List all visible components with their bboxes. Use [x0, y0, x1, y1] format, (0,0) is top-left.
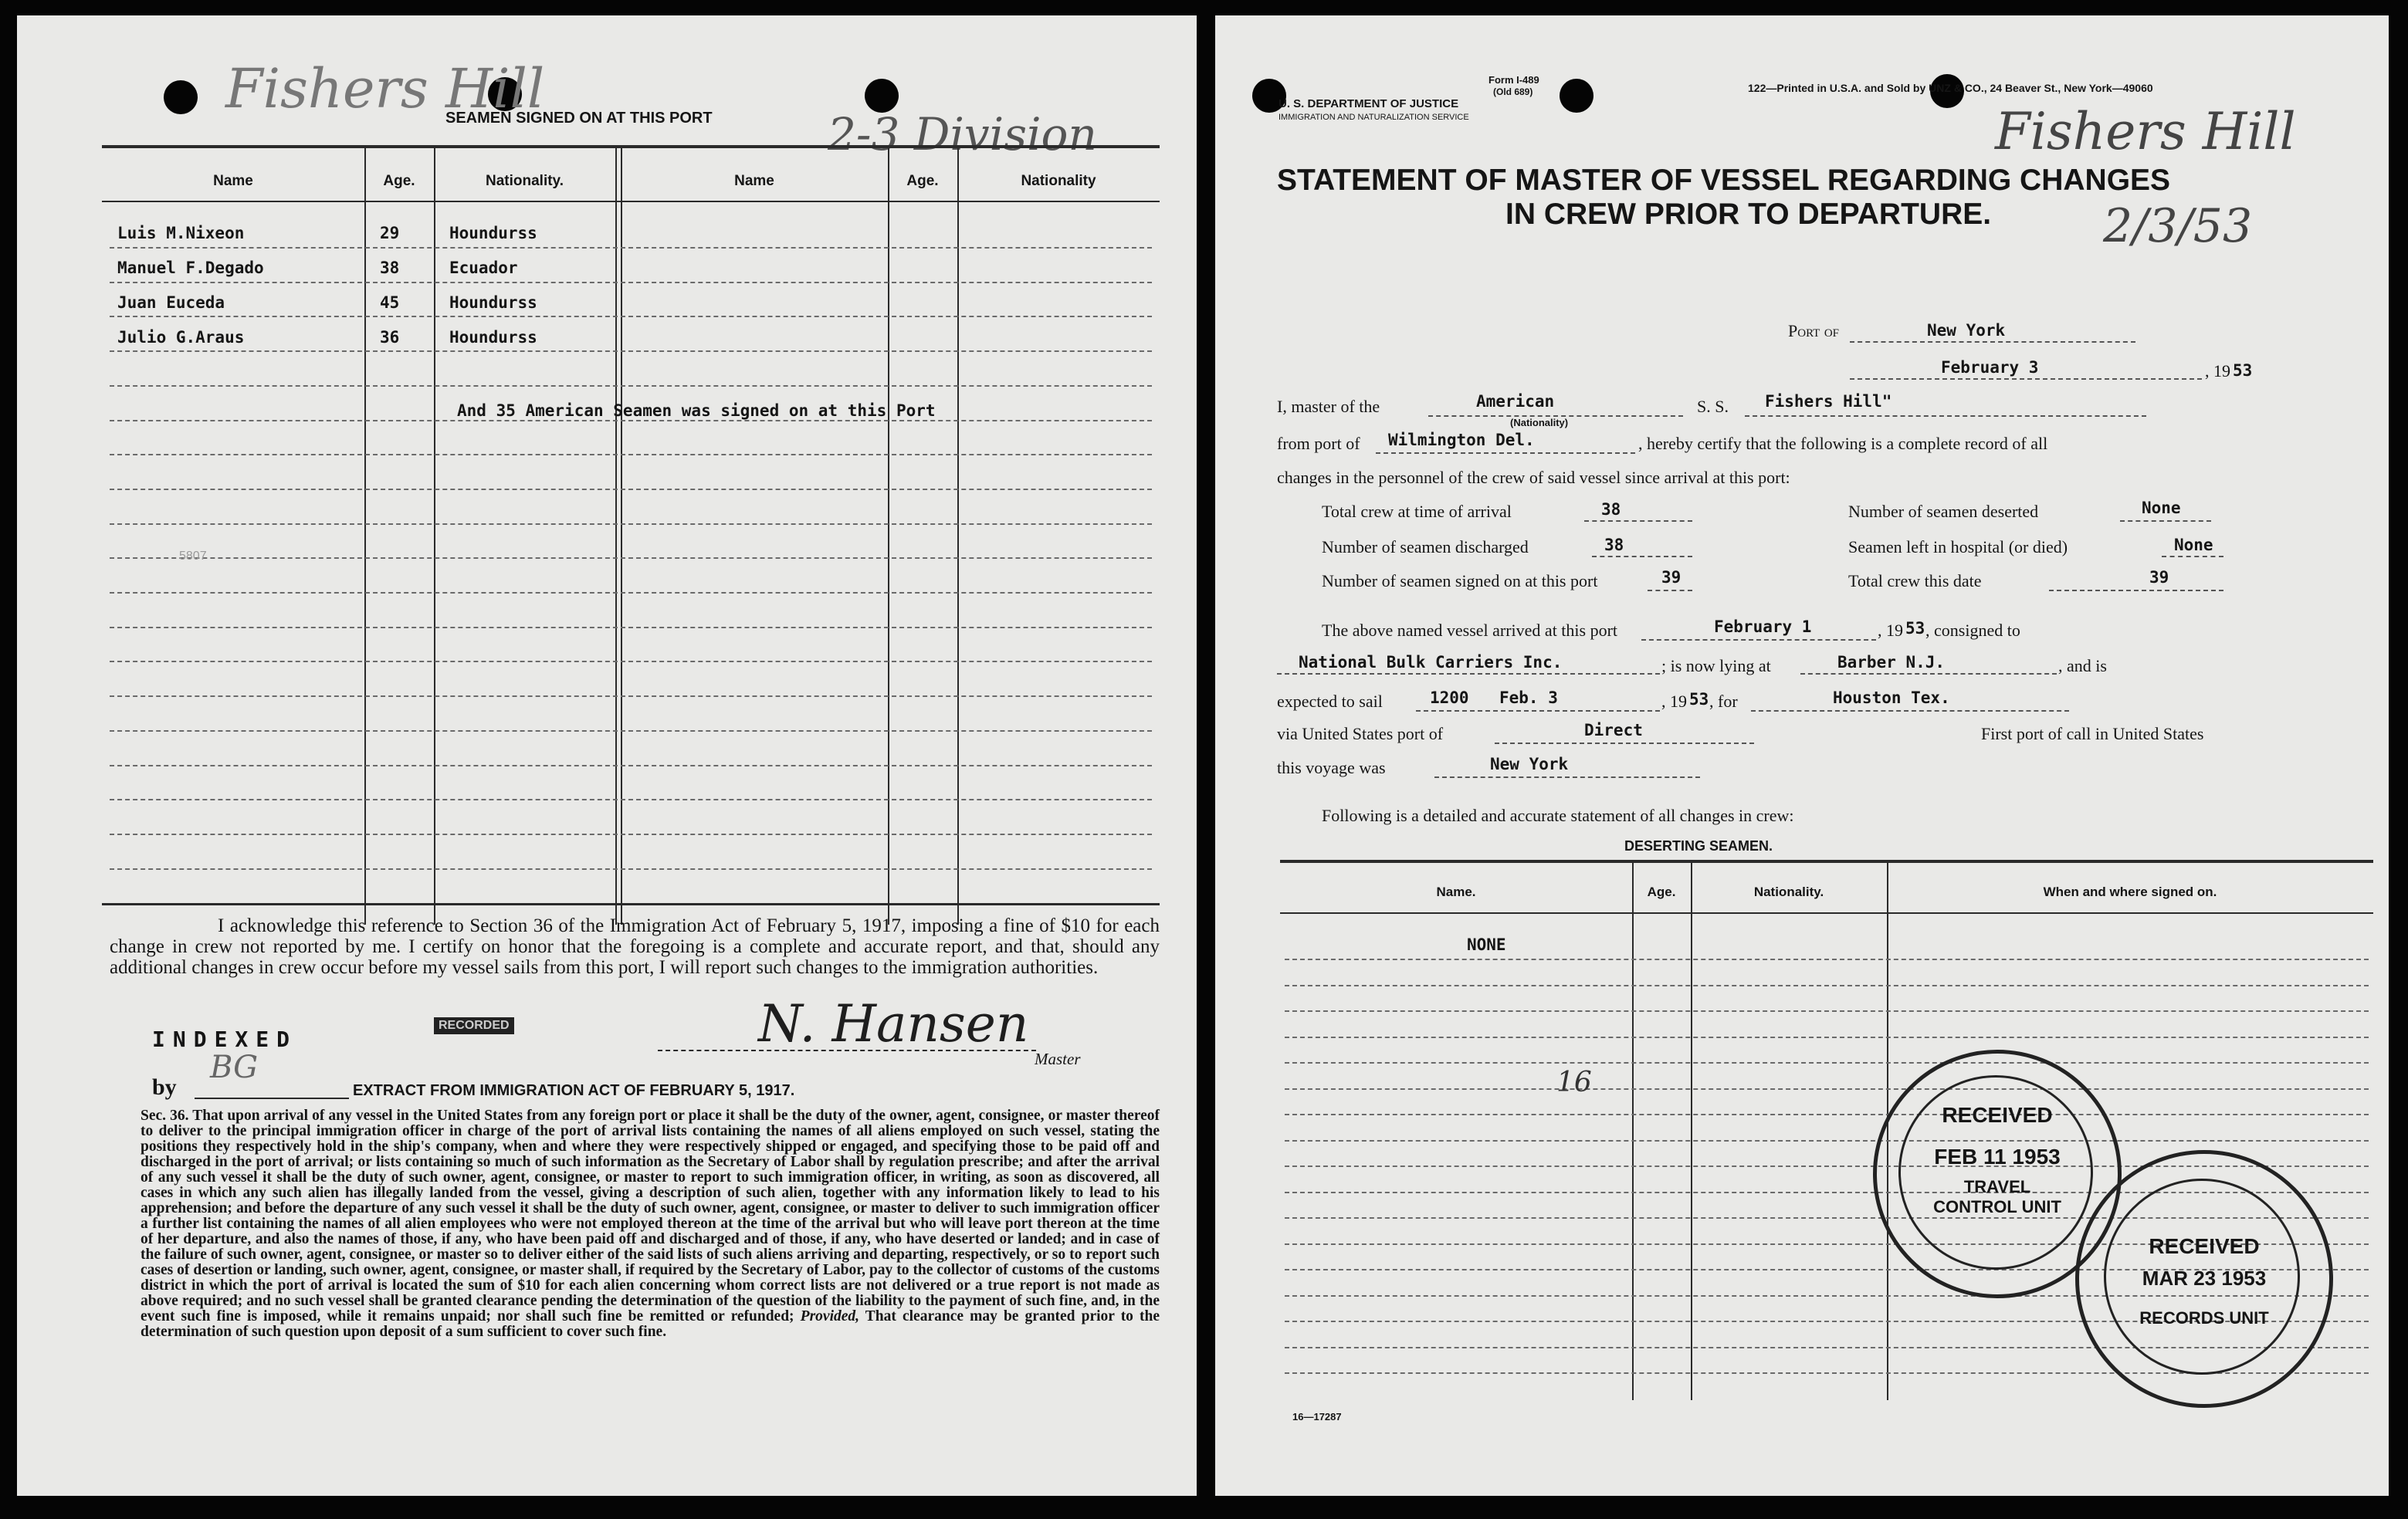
col-divider: [621, 145, 622, 925]
section-title: SEAMEN SIGNED ON AT THIS PORT: [445, 110, 713, 127]
deserted-value: None: [2142, 499, 2181, 517]
certify-text: , hereby certify that the following is a complete record of all: [1638, 434, 2048, 453]
row-rule: [110, 385, 1152, 387]
ss-label: S. S.: [1697, 397, 1729, 416]
voyage-value: New York: [1490, 755, 1569, 773]
acknowledgement-text: I acknowledge this reference to Section 36 of the Immigration Act of February 5, 1917, imposing a fine of $10 for each change in crew not reported by me. I certify on honor that the foregoing is a complete and accurate report, and that, should any additional changes in crew occur before my vessel sails from this port, I will report such changes to the immigration authorities.: [110, 915, 1160, 978]
by-initials: BG: [210, 1050, 259, 1085]
nationality-value: American: [1476, 392, 1555, 411]
crew-nationality-2: Ecuador: [449, 259, 518, 277]
desert-table-top: [1280, 860, 2373, 863]
col-divider: [434, 145, 435, 925]
lying-line: [1800, 673, 2057, 675]
row-rule: [110, 282, 1152, 283]
recorded-stamp: RECORDED: [434, 1017, 514, 1034]
year-prefix: , 19: [2205, 361, 2230, 381]
statement-title-line1: STATEMENT OF MASTER OF VESSEL REGARDING CHANGES: [1277, 164, 2171, 197]
desert-header-age: Age.: [1647, 885, 1676, 899]
crew-age-2: 38: [380, 259, 400, 277]
voyage-line: [1434, 776, 1700, 778]
port-of-value: New York: [1927, 321, 2006, 340]
arrived-line: [1641, 639, 1876, 641]
arrived-value: February 1: [1714, 617, 1812, 636]
handwritten-date: 2/3/53: [2103, 199, 2253, 253]
crew-name-2: Manuel F.Degado: [117, 259, 264, 277]
punch-hole: [1560, 79, 1593, 113]
row-rule: [1285, 1088, 2369, 1090]
deserted-label: Number of seamen deserted: [1848, 502, 2039, 521]
section-36-label: Sec. 36.: [141, 1108, 189, 1124]
received-stamp-records: [2075, 1150, 2333, 1408]
deserting-title: DESERTING SEAMEN.: [1624, 838, 1773, 854]
header-nationality: Nationality.: [486, 173, 564, 189]
header-age: Age.: [383, 173, 415, 189]
handwritten-ship-name: Fishers Hill: [1995, 102, 2296, 161]
indexed-stamp: INDEXED: [152, 1027, 298, 1052]
section-36-text: Sec. 36. That upon arrival of any vessel in the United States from any foreign port or place it shall be the duty of the owner, agent, consignee, or master thereof to deliver to the principal immigration officer in charge of the port of arrival lists containing the names of all aliens employed on such vessel, stating the positions they respectively hold in the ship's company, when and where they were respectively shipped or engaged, and specifying those to be paid off and discharged in the port of arrival; or lists containing so much of such information as the Secretary of Labor shall by regulation prescribe; and after the arrival of any such vessel it shall be the duty of such owner, agent, consignee, or master to report to such immigration officer, in writing, as soon as discovered, all cases in which any such alien has illegally landed from the vessel, giving a description of such alien, together with any information likely to lead to his apprehension; and before the departure of any such vessel it shall be the duty of such owner, agent, consignee, or master to deliver to such immigration officer a further list containing the names of all alien employees who were not employed thereon at the time of the arrival but who will leave port thereon at the time of her departure, and also the names of those, if any, who have been paid off and discharged and of those, if any, who have deserted or landed; and in case of the failure of such owner, agent, consignee, or master so to deliver either of the said lists of such aliens arriving and departing, respectively, or so to report such cases of desertion or landing, such owner, agent, consignee, or master shall, if required by the Secretary of Labor, pay to the collector of customs of the customs district in which the port of arrival is located the sum of $10 for each alien concerning whom correct lists are not delivered or a true report is not made as above required; and no such vessel shall be granted clearance pending the determination of the question of the liability to the payment of such fine, and, in the event such fine is imposed, while it remains unpaid; nor shall such fine be remitted or refunded; Provided, That clearance may be granted prior to the determination of such question upon deposit of a sum sufficient to cover such fine.: [141, 1108, 1160, 1340]
port-of-label: Port of: [1788, 321, 1840, 340]
row-rule: [110, 834, 1152, 835]
row-rule: [110, 730, 1152, 732]
form-footer: 16—17287: [1292, 1411, 1342, 1423]
row-rule: [110, 765, 1152, 766]
discharged-label: Number of seamen discharged: [1322, 537, 1529, 557]
by-label: by: [152, 1074, 177, 1100]
arrived-year: 53: [1905, 619, 1925, 638]
via-label: via United States port of: [1277, 724, 1444, 743]
discharged-line: [1592, 556, 1692, 557]
row-rule: [1285, 1010, 2369, 1012]
crew-age-1: 29: [380, 224, 400, 242]
stamp-date: MAR 23 1953: [2142, 1267, 2267, 1290]
hospital-line: [2162, 556, 2223, 557]
port-of-line: [1850, 341, 2135, 343]
total-crew-date-line: [2049, 590, 2223, 591]
desert-header-nationality: Nationality.: [1753, 885, 1824, 899]
provided-label: Provided,: [800, 1308, 860, 1324]
from-port-value: Wilmington Del.: [1388, 431, 1535, 449]
signed-on-line: [1648, 590, 1692, 591]
table-bottom-rule: [102, 903, 1160, 905]
none-entry: NONE: [1467, 935, 1506, 954]
first-port-label: First port of call in United States: [1981, 724, 2204, 743]
total-crew-arrival-line: [1584, 520, 1692, 522]
row-rule: [110, 247, 1152, 249]
crew-name-3: Juan Euceda: [117, 293, 225, 312]
row-rule: [1285, 985, 2369, 986]
lying-label: ; is now lying at: [1661, 656, 1771, 675]
total-crew-arrival-value: 38: [1601, 500, 1621, 519]
expected-label: expected to sail: [1277, 692, 1383, 711]
row-rule: [110, 627, 1152, 628]
vessel-name: Fishers Hill": [1765, 392, 1892, 411]
destination-line: [1751, 710, 2069, 712]
crew-age-4: 36: [380, 328, 400, 347]
via-line: [1495, 743, 1754, 744]
crew-age-3: 45: [380, 293, 400, 312]
hospital-value: None: [2174, 536, 2213, 554]
and-is-label: , and is: [2058, 656, 2107, 675]
hospital-label: Seamen left in hospital (or died): [1848, 537, 2068, 557]
desert-col-divider: [1632, 860, 1634, 1400]
via-value: Direct: [1584, 721, 1643, 739]
row-rule: [110, 557, 1152, 559]
signed-on-value: 39: [1661, 568, 1682, 587]
page-number: 16: [1556, 1067, 1592, 1098]
form-old-number: (Old 689): [1493, 86, 1533, 97]
desert-col-divider: [1691, 860, 1692, 1400]
desert-header-when-where: When and where signed on.: [2043, 885, 2217, 899]
statement-title-line2: IN CREW PRIOR TO DEPARTURE.: [1505, 198, 1992, 231]
left-page: [17, 15, 1197, 1496]
right-page: [1215, 15, 2389, 1496]
voyage-label: this voyage was: [1277, 758, 1386, 777]
row-rule: [110, 523, 1152, 525]
crew-name-4: Julio G.Araus: [117, 328, 245, 347]
consignee-line: [1277, 673, 1660, 675]
faint-mark: 5807: [179, 550, 207, 563]
stamp-unit: RECORDS UNIT: [2139, 1308, 2269, 1328]
punch-hole: [164, 80, 198, 114]
sail-date: Feb. 3: [1499, 688, 1558, 707]
by-line: [195, 1098, 349, 1099]
handwritten-ship-name: Fishers Hill: [225, 57, 545, 120]
stamp-received-label: RECEIVED: [1942, 1103, 2053, 1127]
crew-nationality-3: Houndurss: [449, 293, 537, 312]
arrived-year-prefix: , 19: [1878, 621, 1903, 640]
row-rule: [1285, 1114, 2369, 1115]
col-divider: [364, 145, 366, 925]
crew-nationality-1: Houndurss: [449, 224, 537, 242]
master-signature: N. Hansen: [758, 994, 1029, 1054]
deserted-line: [2120, 520, 2211, 522]
total-crew-arrival-label: Total crew at time of arrival: [1322, 502, 1512, 521]
header-name-2: Name: [734, 173, 774, 189]
signed-on-label: Number of seamen signed on at this port: [1322, 571, 1598, 590]
date-line: [1850, 378, 2202, 380]
row-rule: [1285, 959, 2369, 960]
nationality-caption: (Nationality): [1510, 417, 1569, 428]
row-rule: [110, 350, 1152, 352]
form-number: Form I-489: [1488, 74, 1539, 86]
stamp-received-label: RECEIVED: [2149, 1234, 2260, 1258]
col-divider: [888, 145, 889, 925]
destination-value: Houston Tex.: [1833, 688, 1950, 707]
sail-line: [1416, 710, 1660, 712]
col-divider: [957, 145, 959, 925]
master-label: Master: [1035, 1050, 1081, 1068]
row-rule: [110, 454, 1152, 455]
department-name: U. S. DEPARTMENT OF JUSTICE: [1279, 97, 1459, 110]
service-name: IMMIGRATION AND NATURALIZATION SERVICE: [1279, 113, 1469, 122]
desert-header-name: Name.: [1436, 885, 1476, 899]
sail-year-prefix: , 19: [1661, 692, 1687, 711]
row-rule: [1285, 1062, 2369, 1064]
arrived-label: The above named vessel arrived at this port: [1322, 621, 1618, 640]
consigned-label: , consigned to: [1925, 621, 2020, 640]
row-rule: [1285, 1037, 2369, 1038]
crew-nationality-4: Houndurss: [449, 328, 537, 347]
row-rule: [1285, 1140, 2369, 1142]
lying-value: Barber N.J.: [1837, 653, 1946, 672]
american-seamen-note: And 35 American Seamen was signed on at this Port: [457, 401, 936, 420]
following-text: Following is a detailed and accurate statement of all changes in crew:: [1322, 806, 1794, 825]
header-age-2: Age.: [906, 173, 939, 189]
extract-title: EXTRACT FROM IMMIGRATION ACT OF FEBRUARY 5, 1917.: [353, 1082, 795, 1099]
for-label: , for: [1709, 692, 1738, 711]
header-nationality-2: Nationality: [1021, 173, 1096, 189]
sail-time: 1200: [1430, 688, 1469, 707]
table-top-rule: [102, 145, 1160, 148]
year-value: 53: [2233, 361, 2253, 380]
discharged-value: 38: [1604, 536, 1624, 554]
total-crew-date-value: 39: [2149, 568, 2169, 587]
stamp-unit: TRAVEL CONTROL UNIT: [1933, 1177, 2061, 1216]
stamp-date: FEB 11 1953: [1934, 1145, 2061, 1169]
date-value: February 3: [1941, 358, 2039, 377]
changes-text: changes in the personnel of the crew of said vessel since arrival at this port:: [1277, 468, 1790, 487]
row-rule: [110, 868, 1152, 870]
handwritten-division: 2-3 Division: [828, 108, 1097, 161]
header-name: Name: [213, 173, 253, 189]
master-of-label: I, master of the: [1277, 397, 1380, 416]
vessel-line: [1745, 415, 2146, 417]
consignee-value: National Bulk Carriers Inc.: [1299, 653, 1563, 672]
from-port-line: [1376, 452, 1635, 454]
total-crew-date-label: Total crew this date: [1848, 571, 1982, 590]
sail-year: 53: [1689, 690, 1709, 709]
row-rule: [110, 316, 1152, 317]
printer-line: 122—Printed in U.S.A. and Sold by UNZ & CO., 24 Beaver St., New York—49060: [1748, 82, 2153, 94]
row-rule: [110, 799, 1152, 800]
row-rule: [110, 489, 1152, 490]
crew-name-1: Luis M.Nixeon: [117, 224, 245, 242]
col-divider: [615, 145, 617, 925]
table-header-rule: [102, 201, 1160, 202]
row-rule: [110, 695, 1152, 697]
row-rule: [110, 661, 1152, 662]
row-rule: [110, 592, 1152, 594]
from-port-label: from port of: [1277, 434, 1360, 453]
desert-table-header-rule: [1280, 912, 2373, 914]
